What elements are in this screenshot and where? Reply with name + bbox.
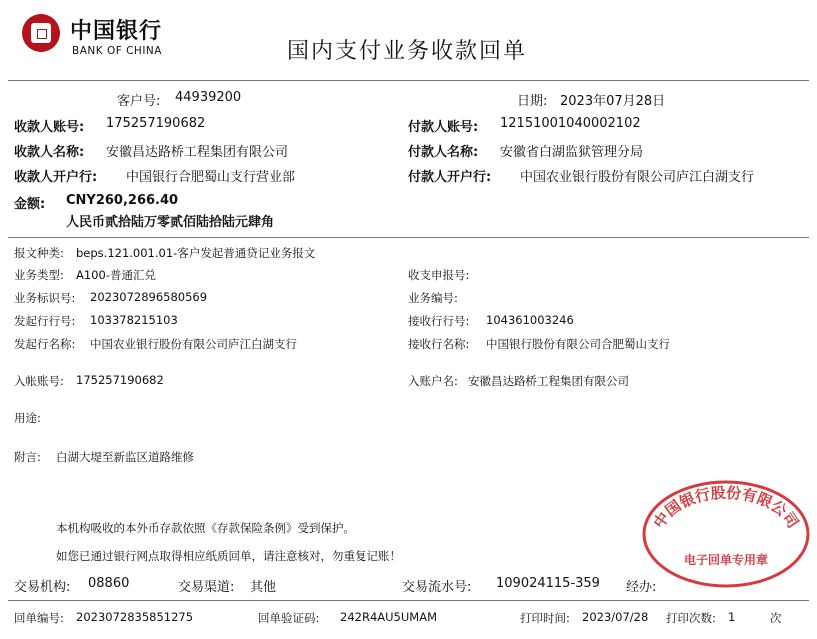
- official-seal-stamp: [640, 478, 812, 590]
- send-bank-name-label: 发起行名称:: [14, 337, 76, 351]
- remark-label: 附言:: [14, 450, 41, 464]
- amount-label: 金额:: [14, 197, 46, 212]
- date-label: 日期:: [517, 94, 548, 109]
- send-bank-no-label: 发起行行号:: [14, 314, 76, 328]
- recv-bank-name-label: 接收行名称:: [408, 337, 470, 351]
- channel-label: 交易渠道:: [178, 580, 235, 595]
- payee-bank: 中国银行合肥蜀山支行营业部: [126, 170, 296, 185]
- payer-bank: 中国农业银行股份有限公司庐江白湖支行: [520, 170, 755, 185]
- customer-no-label: 客户号:: [117, 94, 161, 109]
- print-time: 2023/07/28: [582, 610, 649, 624]
- serial: 109024115-359: [496, 576, 600, 591]
- svg-text:中国银行股份有限公司: 中国银行股份有限公司: [649, 483, 803, 532]
- payer-name-label: 付款人名称:: [408, 145, 479, 160]
- svg-text:电子回单专用章: 电子回单专用章: [683, 553, 769, 567]
- verify-code: 242R4AU5UMAM: [340, 610, 437, 624]
- recv-bank-no: 104361003246: [486, 313, 574, 327]
- remark: 白湖大堤至新监区道路维修: [56, 450, 194, 464]
- institution-label: 交易机构:: [14, 580, 71, 595]
- in-account-name: 安徽昌达路桥工程集团有限公司: [468, 374, 629, 388]
- recv-msg-no-label: 收支申报号:: [408, 268, 470, 282]
- print-time-label: 打印时间:: [520, 611, 570, 625]
- print-count: 1: [728, 610, 736, 624]
- payee-name-label: 收款人名称:: [14, 145, 85, 160]
- payee-bank-label: 收款人开户行:: [14, 170, 98, 185]
- receipt-no-label: 回单编号:: [14, 611, 64, 625]
- msg-type-label: 报文种类:: [14, 246, 64, 260]
- verify-code-label: 回单验证码:: [258, 611, 320, 625]
- recv-bank-no-label: 接收行行号:: [408, 314, 470, 328]
- biz-type: A100-普通汇兑: [76, 268, 156, 282]
- recv-bank-name: 中国银行股份有限公司合肥蜀山支行: [486, 337, 670, 351]
- amount-words: 人民币贰拾陆万零贰佰陆拾陆元肆角: [66, 215, 275, 230]
- payer-account: 12151001040002102: [500, 116, 641, 131]
- payee-account: 175257190682: [106, 116, 206, 131]
- send-bank-no: 103378215103: [90, 313, 178, 327]
- receipt-no: 2023072835851275: [76, 610, 194, 624]
- divider: [8, 237, 809, 238]
- payee-account-label: 收款人账号:: [14, 120, 85, 135]
- divider: [8, 80, 809, 81]
- biz-type-label: 业务类型:: [14, 268, 64, 282]
- duplicate-notice: 如您已通过银行网点取得相应纸质回单，请注意核对，勿重复记账！: [56, 549, 401, 563]
- biz-id-label: 业务标识号:: [14, 291, 76, 305]
- in-account: 175257190682: [76, 373, 164, 387]
- amount-value: CNY260,266.40: [66, 193, 179, 208]
- biz-no-label: 业务编号:: [408, 291, 458, 305]
- in-account-label: 入帐账号:: [14, 374, 64, 388]
- send-bank-name: 中国农业银行股份有限公司庐江白湖支行: [90, 337, 297, 351]
- msg-type: beps.121.001.01-客户发起普通贷记业务报文: [76, 246, 316, 260]
- payer-account-label: 付款人账号:: [408, 120, 479, 135]
- bank-logo-icon: [22, 14, 60, 52]
- purpose-label: 用途:: [14, 411, 41, 425]
- in-account-name-label: 入账户名:: [408, 374, 458, 388]
- print-count-label: 打印次数:: [666, 611, 716, 625]
- institution: 08860: [88, 576, 130, 591]
- print-count-unit: 次: [770, 611, 782, 625]
- biz-id: 2023072896580569: [90, 290, 208, 304]
- bank-name-en: BANK OF CHINA: [72, 45, 162, 57]
- payer-bank-label: 付款人开户行:: [408, 170, 492, 185]
- channel: 其他: [250, 580, 277, 595]
- serial-label: 交易流水号:: [402, 580, 472, 595]
- date-value: 2023年07月28日: [560, 94, 666, 109]
- customer-no: 44939200: [175, 90, 242, 105]
- bank-name-cn: 中国银行: [70, 18, 163, 44]
- deposit-insurance-notice: 本机构吸收的本外币存款依照《存款保险条例》受到保护。: [56, 521, 355, 535]
- divider: [8, 600, 809, 601]
- payee-name: 安徽昌达路桥工程集团有限公司: [106, 145, 289, 160]
- handler-label: 经办:: [626, 580, 657, 595]
- document-title: 国内支付业务收款回单: [287, 39, 528, 64]
- payer-name: 安徽省白湖监狱管理分局: [500, 145, 644, 160]
